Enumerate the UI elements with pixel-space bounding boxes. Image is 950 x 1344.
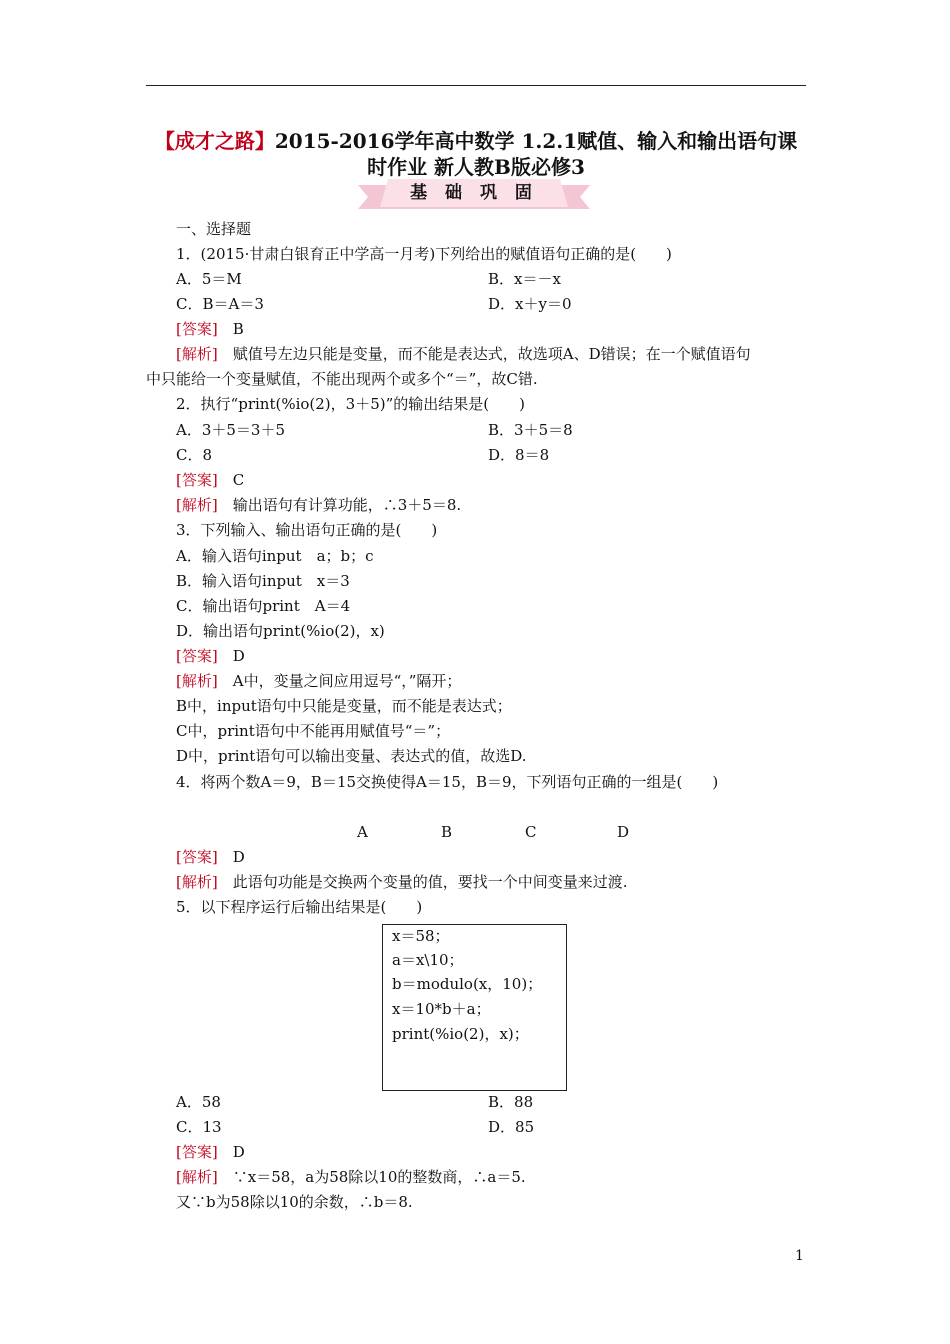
analysis-tag: [解析] [176, 496, 218, 514]
q3-option-b: B．输入语句input x＝3 [176, 572, 350, 590]
answer-tag: [答案] [176, 848, 218, 866]
q5-stem: 5．以下程序运行后输出结果是( ) [176, 898, 423, 916]
q2-option-b: B．3＋5＝8 [488, 421, 573, 439]
title-line2: 时作业 新人教B版必修3 [367, 155, 585, 179]
q5-answer [176, 1142, 245, 1162]
title-line1: 2015-2016学年高中数学 1.2.1赋值、输入和输出语句课 [274, 129, 798, 153]
section-heading: 一、选择题 [176, 220, 252, 238]
q3-stem: 3．下列输入、输出语句正确的是( ) [176, 521, 438, 539]
analysis-tag: [解析] [176, 345, 218, 363]
q5-option-d: D．85 [488, 1118, 535, 1136]
q3-option-a: A．输入语句input a；b；c [176, 547, 374, 565]
q3-analysis-line1: A中，变量之间应用逗号“，”隔开； [232, 672, 462, 690]
q4-analysis [176, 872, 628, 892]
q5-answer-value: D [232, 1143, 245, 1161]
q5-analysis [176, 1167, 526, 1187]
q1-analysis [176, 344, 751, 364]
q1-stem: 1．(2015·甘肃白银育正中学高一月考)下列给出的赋值语句正确的是( ) [176, 245, 672, 263]
q2-stem: 2．执行“print(%io(2)，3＋5)”的输出结果是( ) [176, 395, 525, 413]
q1-answer-value: B [232, 320, 244, 338]
q3-analysis [176, 671, 461, 691]
q5-option-b: B．88 [488, 1093, 534, 1111]
q1-option-a: A．5＝M [176, 270, 242, 288]
q2-analysis [176, 495, 461, 515]
q2-answer-value: C [232, 471, 245, 489]
code-line: print(%io(2)，x)； [392, 1025, 529, 1043]
q3-analysis-line2: B中，input语句中只能是变量，而不能是表达式； [176, 697, 512, 715]
q3-analysis-line3: C中，print语句中不能再用赋值号“＝”； [176, 722, 451, 740]
answer-tag: [答案] [176, 320, 218, 338]
answer-tag: [答案] [176, 471, 218, 489]
answer-tag: [答案] [176, 1143, 218, 1161]
q1-option-c: C．B＝A＝3 [176, 295, 264, 313]
q5-option-c: C．13 [176, 1118, 222, 1136]
q4-option-c: C [525, 823, 537, 841]
q2-answer [176, 470, 244, 490]
header-rule [146, 85, 806, 86]
q4-answer-value: D [232, 848, 245, 866]
code-line: b＝modulo(x，10)； [392, 975, 543, 993]
q2-analysis-text: 输出语句有计算功能，∴3＋5＝8. [232, 496, 462, 514]
page-title [140, 125, 812, 154]
q2-option-c: C．8 [176, 446, 213, 464]
banner-title: 基 础 巩 固 [410, 183, 538, 203]
code-line: x＝58； [392, 927, 450, 945]
q3-option-c: C．输出语句print A＝4 [176, 597, 351, 615]
q3-analysis-line4: D中，print语句可以输出变量、表达式的值，故选D. [176, 747, 527, 765]
code-line: a＝x\10； [392, 951, 464, 969]
q3-answer-value: D [232, 647, 245, 665]
code-line: x＝10*b＋a； [392, 1000, 491, 1018]
q4-option-b: B [441, 823, 453, 841]
q5-analysis-line2: 又∵b为58除以10的余数，∴b＝8. [176, 1193, 413, 1211]
q4-option-a: A [357, 823, 368, 841]
q4-option-d: D [617, 823, 630, 841]
q4-answer [176, 847, 245, 867]
analysis-tag: [解析] [176, 672, 218, 690]
q1-option-b: B．x＝－x [488, 270, 561, 288]
q4-analysis-text: 此语句功能是交换两个变量的值，要找一个中间变量来过渡. [232, 873, 628, 891]
q3-option-d: D．输出语句print(%io(2)，x) [176, 622, 385, 640]
q3-answer [176, 646, 245, 666]
analysis-tag: [解析] [176, 1168, 218, 1186]
q2-option-a: A．3＋5＝3＋5 [176, 421, 286, 439]
q1-analysis-line2: 中只能给一个变量赋值，不能出现两个或多个“＝”，故C错. [146, 370, 538, 388]
q1-option-d: D．x＋y＝0 [488, 295, 572, 313]
q5-option-a: A．58 [176, 1093, 221, 1111]
analysis-tag: [解析] [176, 873, 218, 891]
q5-analysis-line1: ∵x＝58，a为58除以10的整数商，∴a＝5. [232, 1168, 526, 1186]
title-series-tag: 【成才之路】 [154, 129, 275, 153]
q1-analysis-line1: 赋值号左边只能是变量，而不能是表达式，故选项A、D错误；在一个赋值语句 [232, 345, 751, 363]
q2-option-d: D．8＝8 [488, 446, 550, 464]
page-number: 1 [795, 1248, 804, 1264]
q1-answer [176, 319, 244, 339]
answer-tag: [答案] [176, 647, 218, 665]
q4-stem: 4．将两个数A＝9，B＝15交换使得A＝15，B＝9，下列语句正确的一组是( ) [176, 773, 719, 791]
